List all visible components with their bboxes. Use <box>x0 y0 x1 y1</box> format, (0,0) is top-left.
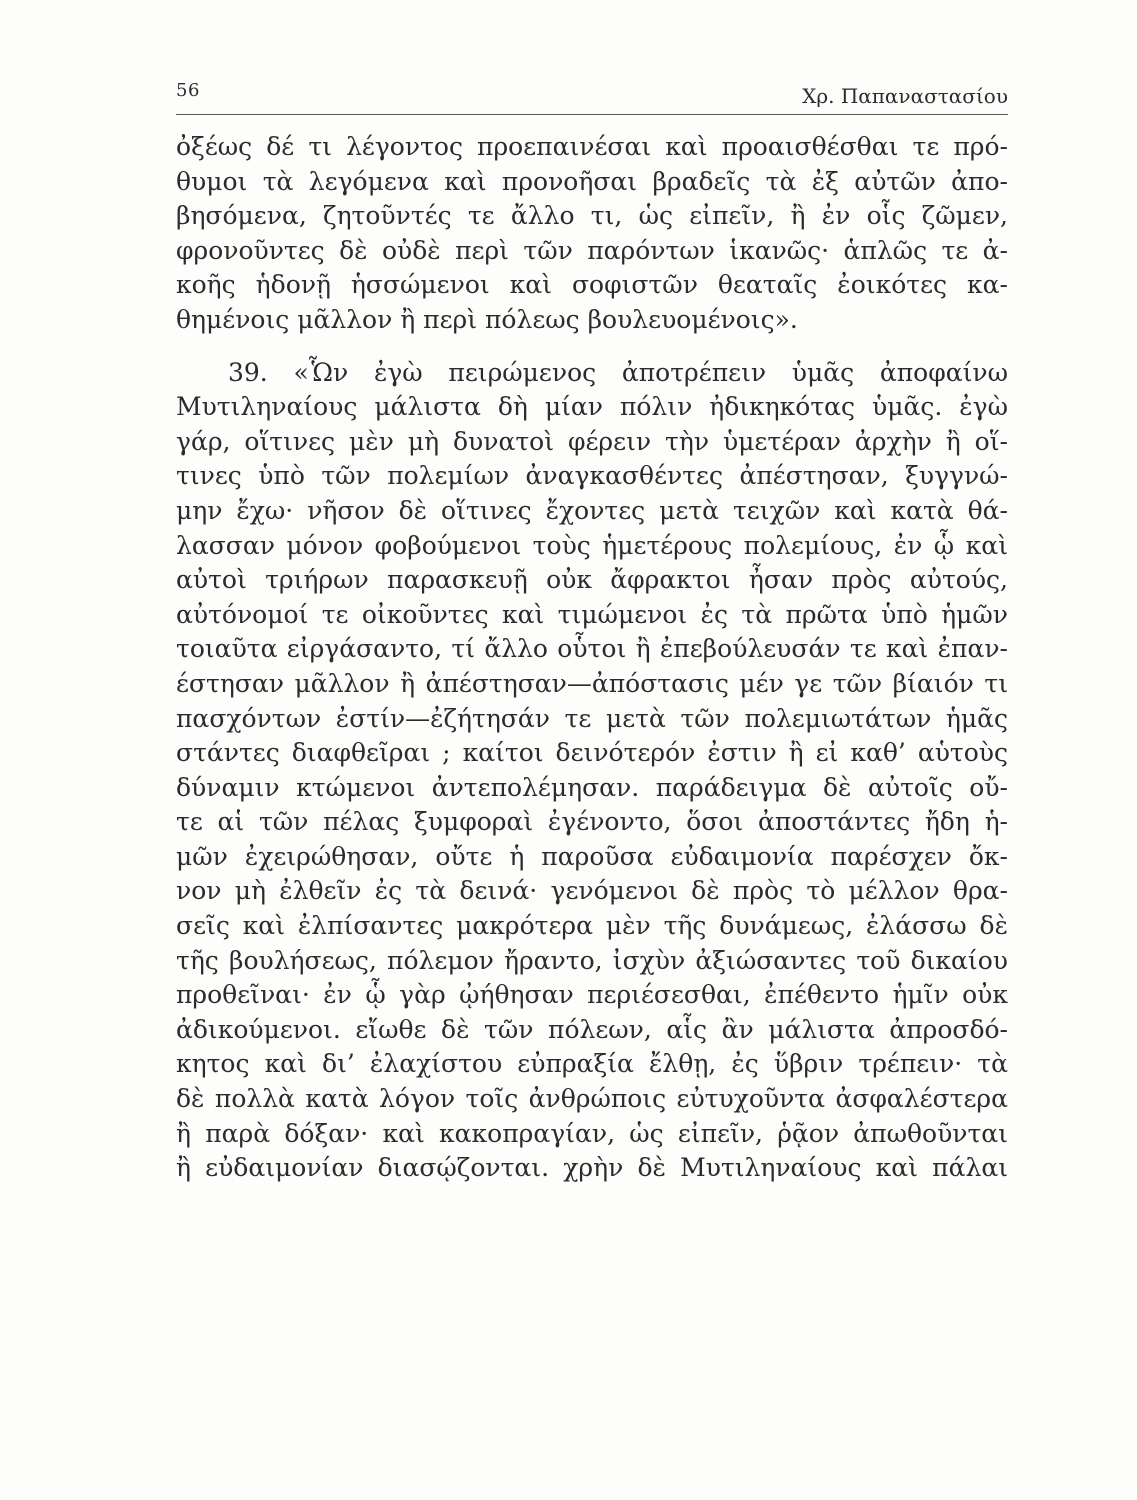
paragraph-1 <box>176 130 1008 338</box>
text-line: έστησαν μᾶλλον ἢ ἀπέστησαν—ἀπόστασις μέν γε τῶν βίαιόν τι <box>176 668 1008 698</box>
text-line: δὲ πολλὰ κατὰ λόγον τοῖς ἀνθρώποις εὐτυχοῦντα ἀσφαλέστερα <box>176 1084 1008 1114</box>
running-head: Χρ. Παπαναστασίου <box>802 84 1008 108</box>
text-line: τε αἱ τῶν πέλας ξυμφοραὶ ἐγένοντο, ὅσοι ἀποστάντες ἤδη ἡ- <box>176 807 1008 837</box>
paragraph-39 <box>176 356 1008 1186</box>
text-line: μῶν ἐχειρώθησαν, οὔτε ἡ παροῦσα εὐδαιμονία παρέσχεν ὄκ- <box>176 841 1008 871</box>
text-line: ἢ εὐδαιμονίαν διασῴζονται. χρὴν δὲ Μυτιληναίους καὶ πάλαι <box>176 1153 1008 1183</box>
text-line: θημένοις μᾶλλον ἢ περὶ πόλεως βουλευομένοις». <box>176 304 798 334</box>
text-line: λασσαν μόνον φοβούμενοι τοὺς ἡμετέρους πολεμίους, ἐν ᾧ καὶ <box>176 530 1008 560</box>
text-line: 39. «Ὧν ἐγὼ πειρώμενος ἀποτρέπειν ὑμᾶς ἀποφαίνω <box>228 357 1008 387</box>
text-line: νον μὴ ἐλθεῖν ἐς τὰ δεινά· γενόμενοι δὲ πρὸς τὸ μέλλον θρα- <box>176 876 1008 906</box>
text-line: κοῆς ἡδονῇ ἡσσώμενοι καὶ σοφιστῶν θεαταῖς ἐοικότες κα- <box>176 270 1008 300</box>
text-line: αὐτοὶ τριήρων παρασκευῇ οὐκ ἄφρακτοι ἦσαν πρὸς αὐτούς, <box>176 565 1008 595</box>
text-line: τινες ὑπὸ τῶν πολεμίων ἀναγκασθέντες ἀπέστησαν, ξυγγνώ- <box>176 461 1008 491</box>
text-line: βησόμενα, ζητοῦντές τε ἄλλο τι, ὡς εἰπεῖν, ἢ ἐν οἷς ζῶμεν, <box>176 201 1008 231</box>
text-line: αὐτόνομοί τε οἰκοῦντες καὶ τιμώμενοι ἐς τὰ πρῶτα ὑπὸ ἡμῶν <box>176 599 1008 629</box>
text-line: γάρ, οἵτινες μὲν μὴ δυνατοὶ φέρειν τὴν ὑμετέραν ἀρχὴν ἢ οἵ- <box>176 426 1008 456</box>
text-line: μην ἔχω· νῆσον δὲ οἵτινες ἔχοντες μετὰ τειχῶν καὶ κατὰ θά- <box>176 495 1008 525</box>
text-line: τοιαῦτα εἰργάσαντο, τί ἄλλο οὗτοι ἢ ἐπεβούλευσάν τε καὶ ἐπαν- <box>176 634 1008 664</box>
text-line: ὀξέως δέ τι λέγοντος προεπαινέσαι καὶ προαισθέσθαι τε πρό- <box>176 132 1008 161</box>
page-number: 56 <box>176 80 200 101</box>
text-line: πασχόντων ἐστίν—ἐζήτησάν τε μετὰ τῶν πολεμιωτάτων ἡμᾶς <box>176 703 1008 733</box>
text-line: σεῖς καὶ ἐλπίσαντες μακρότερα μὲν τῆς δυνάμεως, ἐλάσσω δὲ <box>176 911 1008 941</box>
text-line: θυμοι τὰ λεγόμενα καὶ προνοῆσαι βραδεῖς τὰ ἐξ αὐτῶν ἀπο- <box>176 166 1008 196</box>
text-line: προθεῖναι· ἐν ᾧ γὰρ ᾠήθησαν περιέσεσθαι, ἐπέθεντο ἡμῖν οὐκ <box>176 980 1008 1010</box>
text-line: στάντες διαφθεῖραι ; καίτοι δεινότερόν ἐστιν ἢ εἰ καθ’ αὑτοὺς <box>176 738 1008 768</box>
text-line: κητος καὶ δι’ ἐλαχίστου εὐπραξία ἔλθῃ, ἐς ὕβριν τρέπειν· τὰ <box>176 1049 1008 1079</box>
text-line: ἀδικούμενοι. εἴωθε δὲ τῶν πόλεων, αἷς ἂν μάλιστα ἀπροσδό- <box>176 1014 1008 1044</box>
text-line: φρονοῦντες δὲ οὐδὲ περὶ τῶν παρόντων ἱκανῶς· ἁπλῶς τε ἀ- <box>176 235 1008 265</box>
body-text <box>176 130 1008 1186</box>
header-rule <box>176 114 1008 115</box>
text-line: ἢ παρὰ δόξαν· καὶ κακοπραγίαν, ὡς εἰπεῖν, ῥᾷον ἀπωθοῦνται <box>176 1118 1008 1148</box>
page-header <box>176 74 1008 122</box>
text-line: Μυτιληναίους μάλιστα δὴ μίαν πόλιν ἠδικηκότας ὑμᾶς. ἐγὼ <box>176 392 1008 422</box>
text-line: δύναμιν κτώμενοι ἀντεπολέμησαν. παράδειγμα δὲ αὐτοῖς οὔ- <box>176 772 1008 802</box>
text-line: τῆς βουλήσεως, πόλεμον ἤραντο, ἰσχὺν ἀξιώσαντες τοῦ δικαίου <box>176 945 1008 975</box>
paragraph-gap <box>176 338 1008 356</box>
